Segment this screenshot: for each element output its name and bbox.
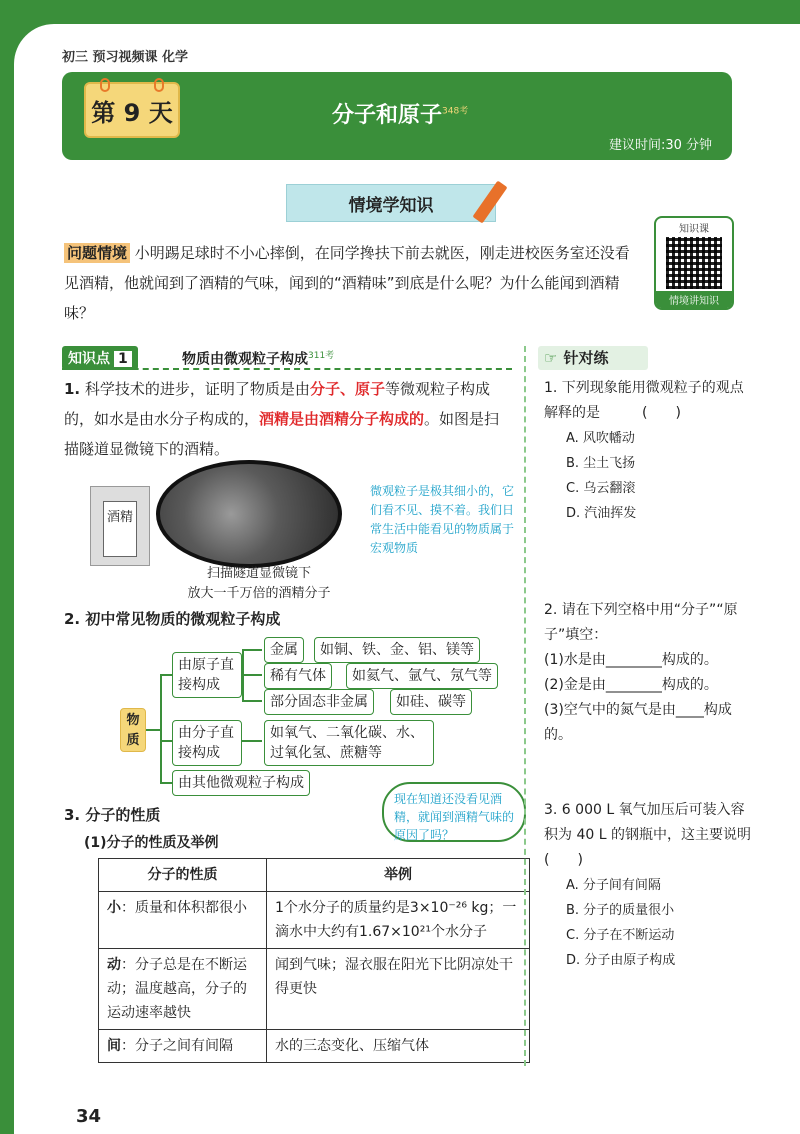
diagram-connector	[242, 649, 262, 651]
item-1-text: 等微观粒子构成的，如水是由水分子构成的，	[64, 380, 490, 428]
practice-question-3	[544, 798, 793, 973]
kp-title	[182, 348, 334, 369]
option[interactable]: D. 分子由原子构成	[566, 953, 676, 968]
kp-number: 1	[114, 351, 132, 367]
problem-scenario	[64, 238, 644, 328]
diagram-matter: 物质	[120, 708, 146, 752]
qr-top-label: 知识课	[679, 224, 709, 235]
lesson-title-sup: 348考	[442, 106, 469, 117]
qr-code-icon	[666, 237, 722, 289]
table-cell	[99, 949, 267, 1030]
question-stem: 2. 请在下列空格中用“分子”“原子”填空：	[544, 602, 738, 643]
practice-header	[538, 346, 648, 370]
fill-blank[interactable]: (3)空气中的氮气是由____构成的。	[544, 702, 732, 743]
practice-title: 针对练	[563, 349, 609, 367]
caption-line: 放大一千万倍的酒精分子	[187, 586, 331, 601]
bottle-label: 酒精	[103, 501, 137, 557]
practice-question-1	[544, 376, 754, 526]
binder-ring-icon	[154, 78, 164, 92]
diagram-noble-gas-example: 如氦气、氩气、氖气等	[346, 663, 498, 689]
property-key: 动	[107, 957, 121, 973]
item-1	[64, 374, 514, 464]
table-cell	[99, 892, 267, 949]
molecule-properties-table	[98, 858, 530, 1063]
scenario-tag: 问题情境	[64, 243, 130, 263]
side-note: 微观粒子是极其细小的，它们看不见、摸不着。我们日常生活中能看见的物质属于宏观物质	[370, 484, 515, 555]
option[interactable]: B. 分子的质量很小	[566, 903, 675, 918]
property-text: ：质量和体积都很小	[121, 900, 247, 916]
property-text: ：分子总是在不断运动；温度越高，分子的运动速率越快	[107, 957, 247, 1021]
question-stem: 3. 6 000 L 氧气加压后可装入容积为 40 L 的钢瓶中，这主要说明 ( )	[544, 802, 793, 868]
kp-tag	[62, 346, 138, 370]
knowledge-point-header	[62, 346, 512, 370]
table-header: 举例	[267, 859, 530, 892]
question-stem: 1. 下列现象能用微观粒子的观点解释的是 ( )	[544, 380, 744, 421]
item-2-num: 2.	[64, 610, 81, 628]
item-1-highlight: 酒精是由酒精分子构成的	[259, 410, 425, 428]
table-cell: 1个水分子的质量约是3×10⁻²⁶ kg；一滴水中大约有1.67×10²¹个水分子	[267, 892, 530, 949]
table-row	[99, 1030, 530, 1063]
day-tag	[84, 82, 180, 138]
item-3-title: 分子的性质	[85, 806, 161, 824]
thought-bubble: 现在知道还没看见酒精，就闻到酒精气味的原因了吗？	[382, 782, 526, 842]
item-3	[64, 800, 160, 830]
item-3-subtitle: (1)分子的性质及举例	[84, 835, 219, 851]
day-label: 第 9 天	[91, 98, 173, 127]
table-cell: 闻到气味；湿衣服在阳光下比阴凉处干得更快	[267, 949, 530, 1030]
property-key: 间	[107, 1038, 121, 1054]
alcohol-bottle-image	[90, 486, 150, 566]
item-2-title: 初中常见物质的微观粒子构成	[85, 610, 281, 628]
diagram-noble-gas: 稀有气体	[264, 663, 332, 689]
diagram-metal-example: 如铜、铁、金、铝、镁等	[314, 637, 480, 663]
scenario-text: 小明踢足球时不小心摔倒，在同学搀扶下前去就医，刚走进校医务室还没看见酒精，他就闻到了酒精的气味，闻到的“酒精味”到底是什么呢？为什么能闻到酒精味？	[64, 244, 630, 322]
property-text: ：分子之间有间隔	[121, 1038, 233, 1054]
page	[14, 24, 800, 1134]
kp-tag-text: 知识点	[68, 351, 110, 367]
lesson-title-text: 分子和原子	[332, 103, 443, 128]
diagram-metal: 金属	[264, 637, 304, 663]
lesson-banner	[62, 72, 732, 160]
column-divider	[524, 346, 526, 1066]
option[interactable]: D. 汽油挥发	[566, 506, 637, 521]
qr-bottom-label: 情境讲知识	[656, 291, 732, 308]
fill-blank[interactable]: (2)金是由________构成的。	[544, 677, 718, 693]
item-1-highlight: 分子、原子	[309, 380, 385, 398]
diagram-other-particles: 由其他微观粒子构成	[172, 770, 310, 796]
section-title: 情境学知识	[286, 184, 496, 222]
kp-title-text: 物质由微观粒子构成	[182, 351, 308, 368]
diagram-molecule-example: 如氧气、二氧化碳、水、过氧化氢、蔗糖等	[264, 720, 434, 766]
table-cell: 水的三态变化、压缩气体	[267, 1030, 530, 1063]
item-1-text: 。如图是扫描隧道显微镜下的酒精。	[64, 410, 500, 458]
microscope-image	[156, 460, 342, 568]
option[interactable]: A. 分子间有间隔	[566, 878, 661, 893]
page-number: 34	[76, 1106, 102, 1127]
diagram-nonmetal-example: 如硅、碳等	[390, 689, 472, 715]
table-row	[99, 949, 530, 1030]
option[interactable]: A. 风吹幡动	[566, 431, 635, 446]
table-header: 分子的性质	[99, 859, 267, 892]
caption-line: 扫描隧道显微镜下	[206, 566, 311, 581]
item-3-num: 3.	[64, 806, 81, 824]
diagram-connector	[160, 782, 172, 784]
diagram-connector	[242, 700, 262, 702]
lesson-title	[332, 98, 468, 129]
diagram-molecule-direct: 由分子直接构成	[172, 720, 242, 766]
item-2	[64, 604, 280, 634]
pointing-hand-icon: ☞	[544, 349, 558, 367]
item-1-num: 1.	[64, 380, 81, 398]
item-1-text: 科学技术的进步，证明了物质是由	[84, 380, 310, 398]
practice-question-2	[544, 598, 754, 748]
option[interactable]: B. 尘土飞扬	[566, 456, 636, 471]
option[interactable]: C. 乌云翻滚	[566, 481, 636, 496]
diagram-connector	[160, 674, 172, 676]
kp-title-sup: 311考	[308, 351, 335, 361]
suggested-time: 建议时间:30 分钟	[608, 138, 712, 153]
diagram-connector	[146, 729, 160, 731]
figure-caption	[174, 564, 344, 604]
diagram-nonmetal: 部分固态非金属	[264, 689, 374, 715]
diagram-connector	[160, 740, 172, 742]
option[interactable]: C. 分子在不断运动	[566, 928, 675, 943]
diagram-connector	[242, 674, 262, 676]
diagram-connector	[242, 740, 262, 742]
qr-code-card[interactable]	[654, 216, 734, 310]
table-row	[99, 892, 530, 949]
series-header: 初三 预习视频课 化学	[62, 50, 189, 65]
property-key: 小	[107, 900, 121, 916]
fill-blank[interactable]: (1)水是由________构成的。	[544, 652, 718, 668]
binder-ring-icon	[100, 78, 110, 92]
diagram-atom-direct: 由原子直接构成	[172, 652, 242, 698]
table-cell	[99, 1030, 267, 1063]
diagram-connector	[160, 674, 162, 784]
